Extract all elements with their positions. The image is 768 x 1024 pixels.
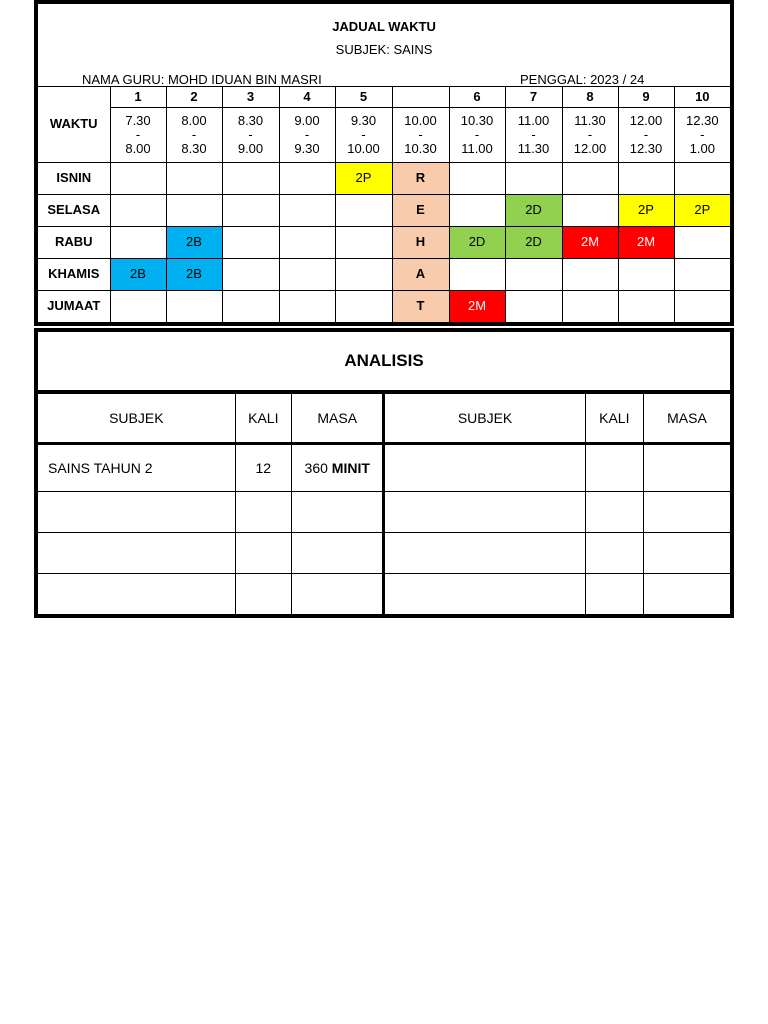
slot-cell	[335, 195, 392, 227]
period-time-start: 11.00	[517, 112, 550, 128]
slot-cell	[110, 163, 166, 195]
period-time-dash: -	[474, 126, 480, 142]
slot-cell: 2P	[674, 195, 732, 227]
rehat-cell: T	[392, 291, 449, 325]
slot-cell	[279, 227, 335, 259]
period-time	[166, 108, 222, 163]
slot-cell: 2P	[618, 195, 674, 227]
slot-cell	[674, 163, 732, 195]
period-time-start: 8.00	[181, 112, 207, 128]
period-number: 4	[279, 87, 335, 108]
slot-cell: 2P	[335, 163, 392, 195]
slot-cell	[618, 259, 674, 291]
slot-cell: 2M	[618, 227, 674, 259]
period-number: 8	[562, 87, 618, 108]
slot-cell	[110, 195, 166, 227]
slot-cell	[166, 163, 222, 195]
slot-cell	[562, 291, 618, 325]
analisis-cell	[643, 444, 732, 492]
day-label: RABU	[36, 227, 110, 259]
analisis-row	[36, 444, 732, 492]
slot-cell	[674, 259, 732, 291]
period-time-end: 12.30	[629, 141, 663, 157]
slot-cell	[110, 291, 166, 325]
period-time-start: 10.00	[404, 112, 437, 128]
period-time-dash: -	[361, 126, 366, 142]
period-time-end: 1.00	[689, 141, 715, 157]
slot-cell	[618, 163, 674, 195]
period-time-start: 10.30	[460, 112, 494, 128]
day-row-jumaat	[36, 291, 732, 325]
slot-cell	[505, 163, 562, 195]
period-number: 1	[110, 87, 166, 108]
period-time-end: 9.30	[294, 141, 320, 157]
slot-cell	[562, 163, 618, 195]
period-time-dash: -	[643, 126, 649, 142]
slot-cell	[166, 195, 222, 227]
slot-cell	[222, 291, 279, 325]
day-row-selasa	[36, 195, 732, 227]
period-time-start: 7.30	[125, 112, 151, 128]
analisis-cell	[585, 444, 643, 492]
period-number: 7	[505, 87, 562, 108]
slot-cell	[335, 291, 392, 325]
period-number	[392, 87, 449, 108]
period-time-start: 12.00	[629, 112, 663, 128]
analisis-row	[36, 574, 732, 617]
period-time-start: 8.30	[237, 112, 264, 128]
period-time-start: 11.30	[574, 112, 606, 128]
slot-cell	[449, 195, 505, 227]
period-number: 3	[222, 87, 279, 108]
header-masa-2: MASA	[643, 392, 732, 444]
rehat-cell: A	[392, 259, 449, 291]
period-number-row	[36, 87, 732, 108]
day-label: KHAMIS	[36, 259, 110, 291]
slot-cell: 2D	[505, 195, 562, 227]
slot-cell	[562, 259, 618, 291]
slot-cell	[279, 195, 335, 227]
slot-cell	[674, 227, 732, 259]
period-time-end: 8.30	[181, 141, 207, 157]
period-time-dash: -	[587, 126, 593, 142]
day-row-rabu	[36, 227, 732, 259]
period-time	[222, 108, 279, 163]
slot-cell	[562, 195, 618, 227]
slot-cell: 2D	[505, 227, 562, 259]
analisis-table	[34, 390, 734, 618]
period-time-dash: -	[418, 126, 423, 142]
slot-cell	[222, 195, 279, 227]
period-time-dash: -	[304, 126, 310, 142]
header-kali: KALI	[235, 392, 291, 444]
analisis-row	[36, 533, 732, 574]
timetable-table	[34, 0, 734, 326]
slot-cell	[449, 259, 505, 291]
slot-cell	[279, 259, 335, 291]
rehat-cell: H	[392, 227, 449, 259]
term-label: PENGGAL: 2023 / 24	[520, 72, 645, 87]
slot-cell	[110, 227, 166, 259]
slot-cell	[222, 259, 279, 291]
timetable-body	[36, 87, 732, 325]
analisis-row	[36, 492, 732, 533]
period-time	[449, 108, 505, 163]
waktu-label: WAKTU	[36, 87, 110, 163]
period-time	[110, 108, 166, 163]
period-time	[505, 108, 562, 163]
header-masa: MASA	[291, 392, 384, 444]
period-time-end: 10.30	[404, 141, 437, 157]
period-time-dash: -	[531, 126, 536, 142]
period-time-dash: -	[248, 126, 253, 142]
slot-cell	[674, 291, 732, 325]
slot-cell	[335, 259, 392, 291]
slot-cell	[279, 291, 335, 325]
period-number: 6	[449, 87, 505, 108]
slot-cell	[222, 227, 279, 259]
analisis-masa-unit: MINIT	[331, 460, 370, 476]
slot-cell	[335, 227, 392, 259]
period-time	[279, 108, 335, 163]
day-row-khamis	[36, 259, 732, 291]
period-time-end: 9.00	[237, 141, 264, 157]
slot-cell	[449, 163, 505, 195]
period-number: 10	[674, 87, 732, 108]
period-time-start: 9.00	[294, 112, 320, 128]
day-label: ISNIN	[36, 163, 110, 195]
period-time-row	[36, 108, 732, 163]
period-time-end: 11.00	[461, 141, 493, 157]
day-row-isnin	[36, 163, 732, 195]
period-time-dash: -	[135, 126, 141, 142]
period-time	[335, 108, 392, 163]
slot-cell	[618, 291, 674, 325]
slot-cell: 2D	[449, 227, 505, 259]
period-time-end: 11.30	[517, 141, 550, 157]
teacher-name: NAMA GURU: MOHD IDUAN BIN MASRI	[82, 72, 322, 87]
analisis-header-row	[36, 392, 732, 444]
analisis-kali: 12	[235, 444, 291, 492]
period-time-start: 9.30	[350, 112, 377, 128]
day-label: JUMAAT	[36, 291, 110, 325]
slot-cell	[505, 291, 562, 325]
header-subjek-2: SUBJEK	[384, 392, 585, 444]
period-time-end: 12.00	[573, 141, 607, 157]
slot-cell	[166, 291, 222, 325]
period-time	[562, 108, 618, 163]
slot-cell: 2M	[562, 227, 618, 259]
day-label: SELASA	[36, 195, 110, 227]
analisis-cell	[384, 444, 585, 492]
subject-line: SUBJEK: SAINS	[335, 41, 433, 57]
period-time-dash: -	[191, 126, 197, 142]
slot-cell	[222, 163, 279, 195]
slot-cell	[505, 259, 562, 291]
header-subjek: SUBJEK	[36, 392, 235, 444]
timetable-sheet	[34, 0, 734, 620]
period-time	[618, 108, 674, 163]
analisis-title: ANALISIS	[34, 328, 734, 390]
page-title: JADUAL WAKTU	[332, 18, 436, 34]
rehat-cell: E	[392, 195, 449, 227]
period-time	[392, 108, 449, 163]
period-time-dash: -	[700, 126, 705, 142]
slot-cell: 2B	[166, 227, 222, 259]
period-time	[674, 108, 732, 163]
period-number: 5	[335, 87, 392, 108]
period-time-end: 8.00	[125, 141, 151, 157]
slot-cell: 2M	[449, 291, 505, 325]
header-kali-2: KALI	[585, 392, 643, 444]
period-number: 2	[166, 87, 222, 108]
analisis-masa	[291, 444, 384, 492]
slot-cell: 2B	[110, 259, 166, 291]
analisis-masa-value: 360	[304, 460, 328, 476]
period-time-start: 12.30	[686, 112, 719, 128]
slot-cell	[279, 163, 335, 195]
analisis-subjek: SAINS TAHUN 2	[36, 444, 235, 492]
rehat-cell: R	[392, 163, 449, 195]
slot-cell: 2B	[166, 259, 222, 291]
period-time-end: 10.00	[347, 141, 380, 157]
period-number: 9	[618, 87, 674, 108]
